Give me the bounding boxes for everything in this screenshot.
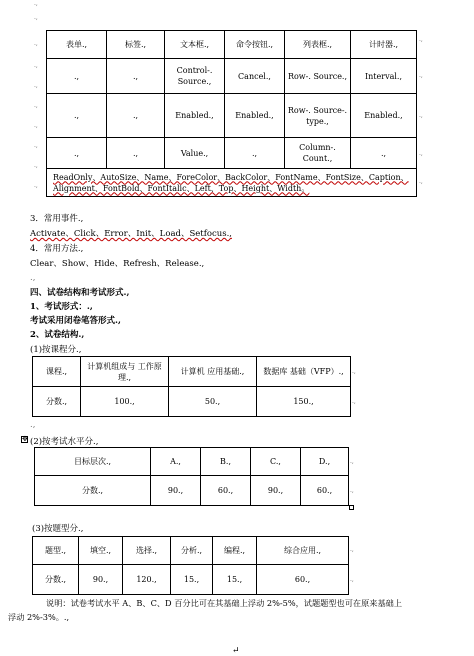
- table-cell: Enabled.,: [165, 94, 225, 138]
- margin-mark: .,: [419, 150, 423, 157]
- table-cell: Value.,: [165, 138, 225, 169]
- header-cell: 数据库 基础（VFP）.,: [257, 357, 351, 387]
- header-cell: 表单.,: [47, 31, 107, 59]
- by-level-caption: (2)按考试水平分.,: [30, 437, 99, 447]
- header-cell: 目标层次.,: [35, 448, 151, 476]
- row-label: 分数.,: [33, 565, 79, 595]
- note-line: 说明：试卷考试水平 A、B、C、D 百分比可在其基础上浮动 2%-5%，试题题型也可在原来基础上: [46, 598, 403, 608]
- margin-mark: .,: [34, 0, 38, 7]
- margin-mark: .,: [419, 112, 423, 119]
- margin-mark: .,: [352, 368, 356, 375]
- table-cell: .,: [107, 59, 165, 94]
- header-cell: 计时器.,: [351, 31, 417, 59]
- header-cell: 计算机组成与 工作原理.,: [81, 357, 169, 387]
- header-cell: 综合应用.,: [257, 537, 349, 565]
- margin-mark: .,: [34, 162, 38, 169]
- section-3-content: [30, 227, 232, 239]
- score-cell: 120.,: [123, 565, 171, 595]
- table-cell: Enabled.,: [225, 94, 285, 138]
- margin-mark: .,: [34, 142, 38, 149]
- table-cell: .,: [225, 138, 285, 169]
- table-cell: Enabled.,: [351, 94, 417, 138]
- score-cell: 60.,: [257, 565, 349, 595]
- by-course-caption: (1)按课程分.,: [30, 345, 82, 355]
- blank-mark: .,: [30, 273, 36, 283]
- margin-mark: .,: [419, 36, 423, 43]
- common-properties-line: Alignment、FontBold、FontItalic、Left、Top、Height、Width。: [53, 183, 310, 193]
- margin-mark: .,: [34, 102, 38, 109]
- common-properties-line: ReadOnly、AutoSize、Name、ForeColor、BackColor、FontName、FontSize、Caption、: [53, 172, 409, 182]
- header-cell: 课程.,: [33, 357, 81, 387]
- margin-mark: .,: [34, 82, 38, 89]
- score-cell: 15.,: [213, 565, 257, 595]
- level-score-table: [34, 447, 349, 506]
- header-cell: D.,: [301, 448, 349, 476]
- section-3-title: 3．常用事件.,: [30, 214, 84, 224]
- type-score-table: [32, 536, 349, 595]
- header-cell: 命令按钮.,: [225, 31, 285, 59]
- section-4-title: 4．常用方法.,: [30, 244, 84, 254]
- margin-mark: .,: [350, 576, 354, 583]
- margin-mark: .,: [350, 458, 354, 465]
- header-cell: 列表框.,: [285, 31, 351, 59]
- header-cell: A.,: [151, 448, 201, 476]
- header-cell: B.,: [201, 448, 251, 476]
- header-cell: 填空.,: [79, 537, 123, 565]
- score-cell: 60.,: [201, 476, 251, 506]
- score-cell: 50.,: [169, 387, 257, 417]
- course-score-table: [32, 356, 351, 417]
- common-properties-cell: [47, 169, 417, 197]
- section-iv-title: 四、试卷结构和考试形式.,: [30, 288, 130, 298]
- exam-form-title: 1、考试形式：.,: [30, 302, 93, 312]
- paper-structure-title: 2、试卷结构.,: [30, 330, 85, 340]
- row-label: 分数.,: [33, 387, 81, 417]
- events-list: Activate、Click、Error、Init、Load、Setfocus.,: [30, 229, 232, 239]
- table-cell: .,: [47, 94, 107, 138]
- exam-form-content: 考试采用闭卷笔答形式.,: [30, 316, 121, 326]
- table-resize-handle[interactable]: [349, 505, 354, 510]
- score-cell: 90.,: [251, 476, 301, 506]
- score-cell: 15.,: [171, 565, 213, 595]
- score-cell: 60.,: [301, 476, 349, 506]
- table-cell: .,: [47, 138, 107, 169]
- table-cell: .,: [47, 59, 107, 94]
- margin-mark: .,: [34, 40, 38, 47]
- score-cell: 90.,: [79, 565, 123, 595]
- header-cell: 文本框.,: [165, 31, 225, 59]
- table-cell: Row-. Source.,: [285, 59, 351, 94]
- note-line: 浮动 2%-3%。.,: [8, 612, 70, 622]
- header-cell: 选择.,: [123, 537, 171, 565]
- header-cell: 计算机 应用基础.,: [169, 357, 257, 387]
- margin-mark: .,: [352, 398, 356, 405]
- margin-mark: .,: [350, 487, 354, 494]
- table-cell: .,: [107, 94, 165, 138]
- score-cell: 150.,: [257, 387, 351, 417]
- margin-mark: .,: [419, 178, 423, 185]
- table-cell: Column-. Count.,: [285, 138, 351, 169]
- table-move-handle-icon[interactable]: ✥: [22, 435, 28, 443]
- property-table: [46, 30, 417, 197]
- header-cell: 编程.,: [213, 537, 257, 565]
- margin-mark: .,: [350, 546, 354, 553]
- blank-mark: .,: [30, 420, 36, 430]
- by-type-caption: (3)按题型分.,: [32, 524, 84, 534]
- margin-mark: .,: [34, 14, 38, 21]
- table-cell: .,: [351, 138, 417, 169]
- table-cell: Row-. Source-. type.,: [285, 94, 351, 138]
- paragraph-mark-icon: ↵: [232, 646, 240, 656]
- margin-mark: .,: [34, 122, 38, 129]
- table-cell: .,: [107, 138, 165, 169]
- margin-mark: .,: [419, 72, 423, 79]
- header-cell: 题型.,: [33, 537, 79, 565]
- margin-mark: .,: [34, 62, 38, 69]
- section-4-content: Clear、Show、Hide、Refresh、Release.,: [30, 259, 205, 269]
- score-cell: 100.,: [81, 387, 169, 417]
- table-cell: Cancel.,: [225, 59, 285, 94]
- header-cell: 分析.,: [171, 537, 213, 565]
- margin-mark: .,: [34, 182, 38, 189]
- row-label: 分数.,: [35, 476, 151, 506]
- header-cell: 标签.,: [107, 31, 165, 59]
- table-cell: Interval.,: [351, 59, 417, 94]
- table-cell: Control-. Source.,: [165, 59, 225, 94]
- score-cell: 90.,: [151, 476, 201, 506]
- header-cell: C.,: [251, 448, 301, 476]
